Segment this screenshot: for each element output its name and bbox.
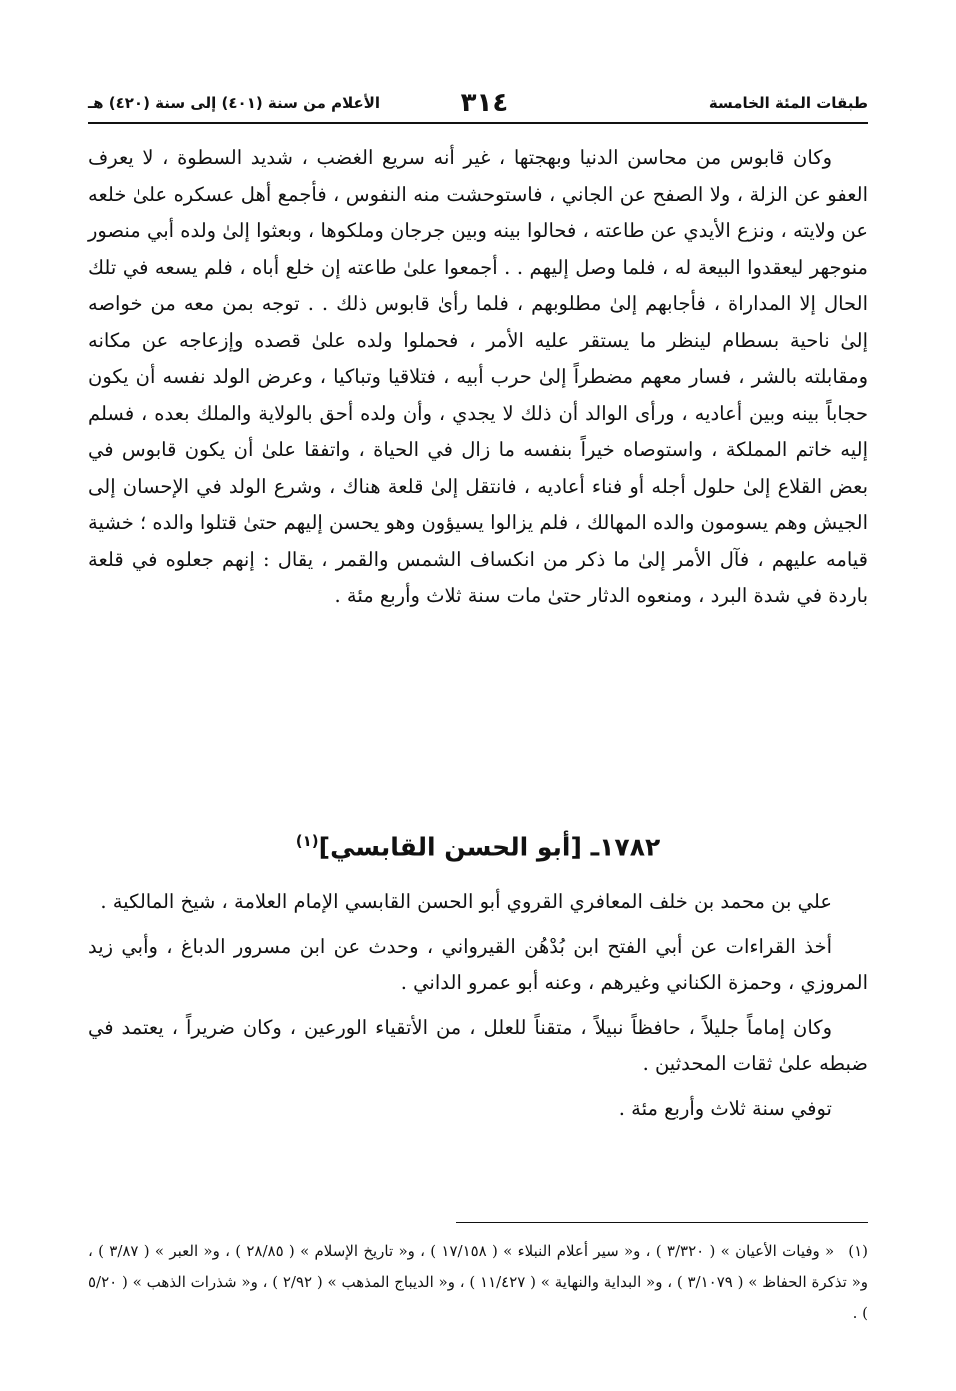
main-paragraph: وكان قابوس من محاسن الدنيا وبهجتها ، غير أنه سريع الغضب ، شديد السطوة ، لا يعرف العفو عن الزلة ، ولا الصفح عن الجاني ، فاستوحشت منه النفوس ، فأجمع أهل عسكره علىٰ خلعه عن ولايته ، ونزع الأيدي عن طاعته ، فحالوا بينه وبين جرجان وملكوها ، وبعثوا إلىٰ ولده أبي منصور منوجهر ليعقدوا البيعة له ، فلما وصل إليهم . . أجمعوا علىٰ طاعته إن خلع أباه ، فلم يسعه في تلك الحال إلا المداراة ، فأجابهم إلىٰ مطلوبهم ، فلما رأىٰ قابوس ذلك . . توجه بمن معه من خواصه إلىٰ ناحية بسطام لينظر ما يستقر عليه الأمر ، فحملوا ولده علىٰ قصده وإزعاجه عن مكانه ومقابلته بالشر ، فسار معهم مضطراً إلىٰ حرب أبيه ، فتلاقيا وتباكيا ، وعرض الولد نفسه أن يكون حجاباً بينه وبين أعاديه ، ورأى الوالد أن ذلك لا يجدي ، وأن ولده أحق بالولاية والملك بعده ، فسلم إليه خاتم المملكة ، واستوصاه خيراً بنفسه ما زال في الحياة ، واتفقا علىٰ أن يكون قابوس في بعض القلاع إلىٰ حلول أجله أو فناء أعاديه ، فانتقل إلىٰ قلعة هناك ، وشرع الولد في الإحسان إلى الجيش وهم يسومون والده المهالك ، فلم يزالوا يسيؤون وهو يحسن إليهم حتىٰ قتلوا والده ؛ خشية قيامه عليهم ، فآل الأمر إلىٰ ما ذكر من انكساف الشمس والقمر ، يقال : إنهم جعلوه في قلعة باردة في شدة البرد ، ومنعوه الدثار حتىٰ مات سنة ثلاث وأربع مئة . [88, 146, 868, 607]
page-number: ٣١٤ [460, 88, 509, 118]
page-header [88, 78, 868, 118]
footnotes [88, 1236, 868, 1329]
footnote-divider [456, 1222, 868, 1223]
entry-heading [88, 832, 868, 861]
main-text [88, 140, 868, 615]
footnote-text: « وفيات الأعيان » ( ٣/٣٢٠ ) ، و« سير أعلام النبلاء » ( ١٧/١٥٨ ) ، و« تاريخ الإسلام » ( ٢٨/٨٥ ) ، و« العبر » ( ٣/٨٧ ) ، و« تذكرة الحفاظ » ( ٣/١٠٧٩ ) ، و« البداية والنهاية » ( ١١/٤٢٧ ) ، و« الديباج المذهب » ( ٢/٩٢ ) ، و« شذرات الذهب » ( ٥/٢٠ ) . [88, 1242, 868, 1322]
entry-paragraph: توفي سنة ثلاث وأربع مئة . [618, 1096, 832, 1120]
entry-paragraph: علي بن محمد بن خلف المعافري القروي أبو الحسن القابسي الإمام العلامة ، شيخ المالكية . [100, 890, 832, 913]
entry-body [88, 884, 868, 1135]
entry-title-text: ١٧٨٢ـ [أبو الحسن القابسي] [318, 832, 661, 862]
footnote-number: (١) [848, 1242, 869, 1260]
entry-paragraph: أخذ القراءات عن أبي الفتح ابن بُدْهُن القيرواني ، وحدث عن ابن مسرور الدباغ ، وأبي زيد المروزي ، وحمزة الكناني وغيرهم ، وعنه أبو عمرو الداني . [88, 934, 868, 994]
header-section-title: طبقات المئة الخامسة [708, 94, 868, 112]
header-volume-title: الأعلام من سنة (٤٠١) إلى سنة (٤٢٠) هـ [88, 94, 381, 112]
entry-footnote-ref: (١) [295, 832, 319, 850]
entry-paragraph: وكان إماماً جليلاً ، حافظاً نبيلاً ، متقناً للعلل ، من الأتقياء الورعين ، وكان ضريراً ، يعتمد في ضبطه علىٰ ثقات المحدثين . [88, 1015, 868, 1075]
header-divider [88, 122, 868, 124]
